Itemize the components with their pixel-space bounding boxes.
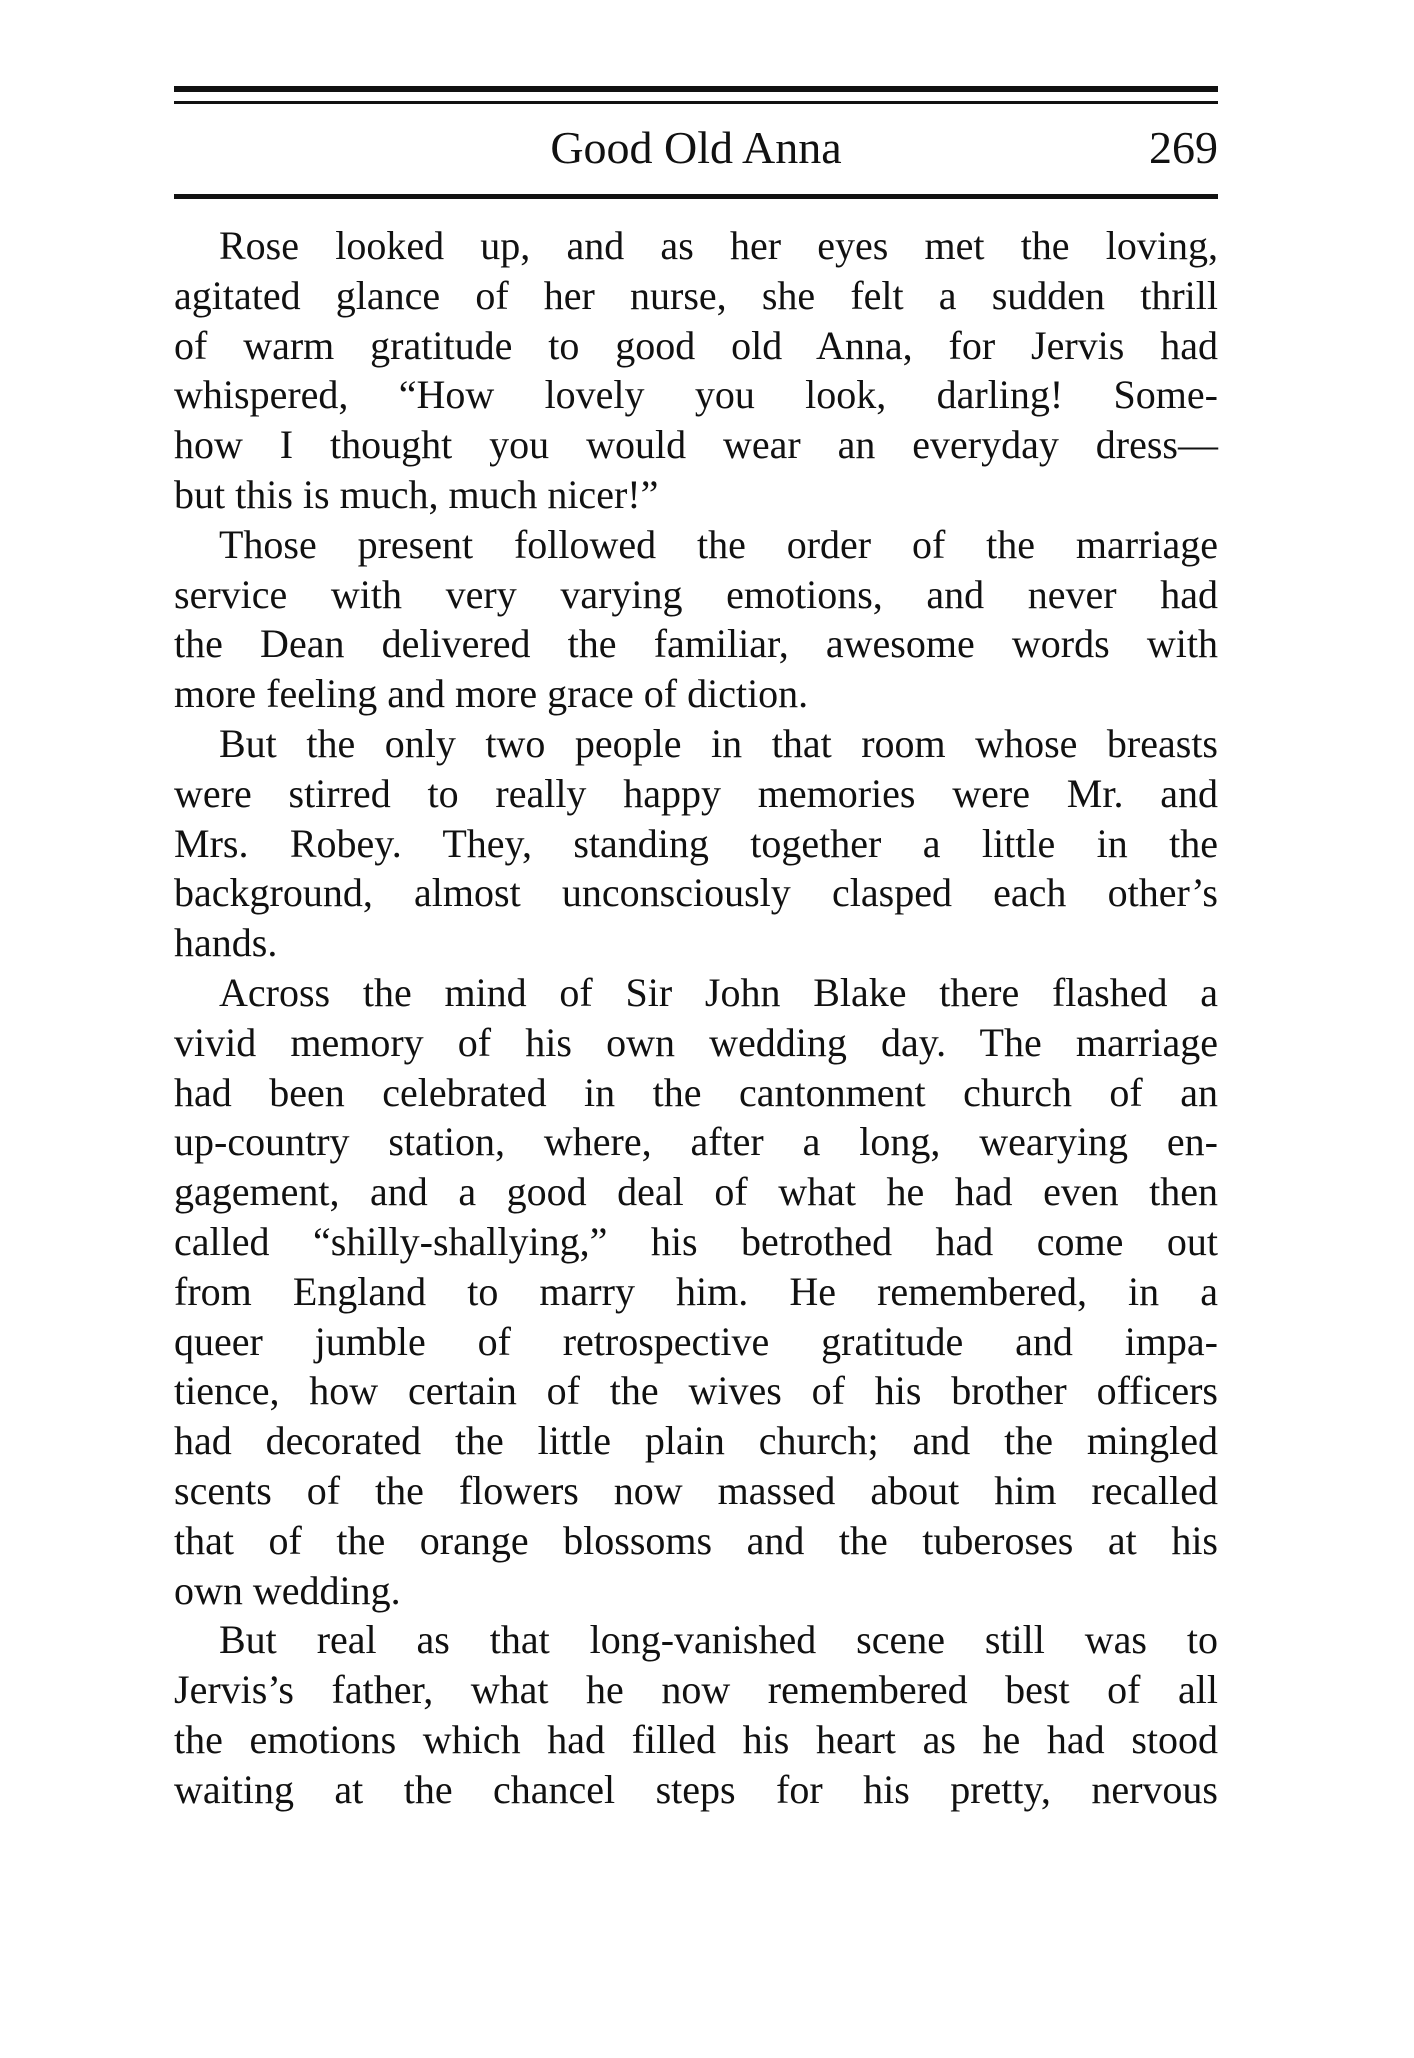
text-line: that of the orange blossoms and the tuberoses at his bbox=[174, 1517, 1218, 1563]
text-line: but this is much, much nicer!” bbox=[174, 471, 659, 517]
header-rule-top bbox=[174, 86, 1218, 92]
text-line: how I thought you would wear an everyday dress— bbox=[174, 422, 1218, 468]
text-line: had decorated the little plain church; and the mingled bbox=[174, 1418, 1218, 1464]
header-rule-bottom bbox=[174, 194, 1218, 199]
text-line: Those present followed the order of the marriage bbox=[219, 521, 1218, 567]
text-line: own wedding. bbox=[174, 1567, 401, 1613]
text-line: waiting at the chancel steps for his pretty, nervous bbox=[174, 1766, 1218, 1812]
text-line: Rose looked up, and as her eyes met the loving, bbox=[219, 223, 1218, 268]
text-line: the emotions which had filled his heart as he had stood bbox=[174, 1716, 1218, 1762]
text-line: hands. bbox=[174, 920, 278, 966]
text-line: vivid memory of his own wedding day. The marriage bbox=[174, 1019, 1218, 1065]
header-rule-top-thin bbox=[174, 101, 1218, 104]
text-line: the Dean delivered the familiar, awesome words with bbox=[174, 621, 1218, 667]
text-line: agitated glance of her nurse, she felt a sudden thrill bbox=[174, 272, 1218, 318]
text-line: Jervis’s father, what he now remembered best of all bbox=[174, 1667, 1218, 1713]
page-number: 269 bbox=[1149, 122, 1218, 173]
text-line: had been celebrated in the cantonment church of an bbox=[174, 1069, 1218, 1115]
text-line: Across the mind of Sir John Blake there flashed a bbox=[219, 969, 1218, 1015]
text-line: gagement, and a good deal of what he had even then bbox=[174, 1169, 1218, 1215]
text-line: up-country station, where, after a long, wearying en- bbox=[174, 1119, 1218, 1165]
text-line: more feeling and more grace of diction. bbox=[174, 671, 809, 717]
running-title: Good Old Anna bbox=[550, 122, 842, 173]
text-line: from England to marry him. He remembered, in a bbox=[174, 1268, 1218, 1314]
text-line: were stirred to really happy memories were Mr. and bbox=[174, 770, 1218, 816]
text-line: Mrs. Robey. They, standing together a little in the bbox=[174, 820, 1218, 866]
text-line: scents of the flowers now massed about him recalled bbox=[174, 1467, 1218, 1513]
text-line: But the only two people in that room whose breasts bbox=[219, 720, 1218, 766]
text-line: But real as that long-vanished scene still was to bbox=[219, 1617, 1218, 1663]
text-line: service with very varying emotions, and never had bbox=[174, 571, 1218, 617]
text-line: of warm gratitude to good old Anna, for Jervis had bbox=[174, 322, 1218, 368]
text-line: queer jumble of retrospective gratitude and impa- bbox=[174, 1318, 1218, 1364]
text-line: background, almost unconsciously clasped each other’s bbox=[174, 870, 1218, 916]
text-line: called “shilly-shallying,” his betrothed had come out bbox=[174, 1218, 1218, 1264]
running-header bbox=[174, 118, 1218, 178]
text-line: tience, how certain of the wives of his brother officers bbox=[174, 1368, 1218, 1414]
text-line: whispered, “How lovely you look, darling! Some- bbox=[174, 372, 1218, 418]
page-body bbox=[174, 221, 1218, 1815]
